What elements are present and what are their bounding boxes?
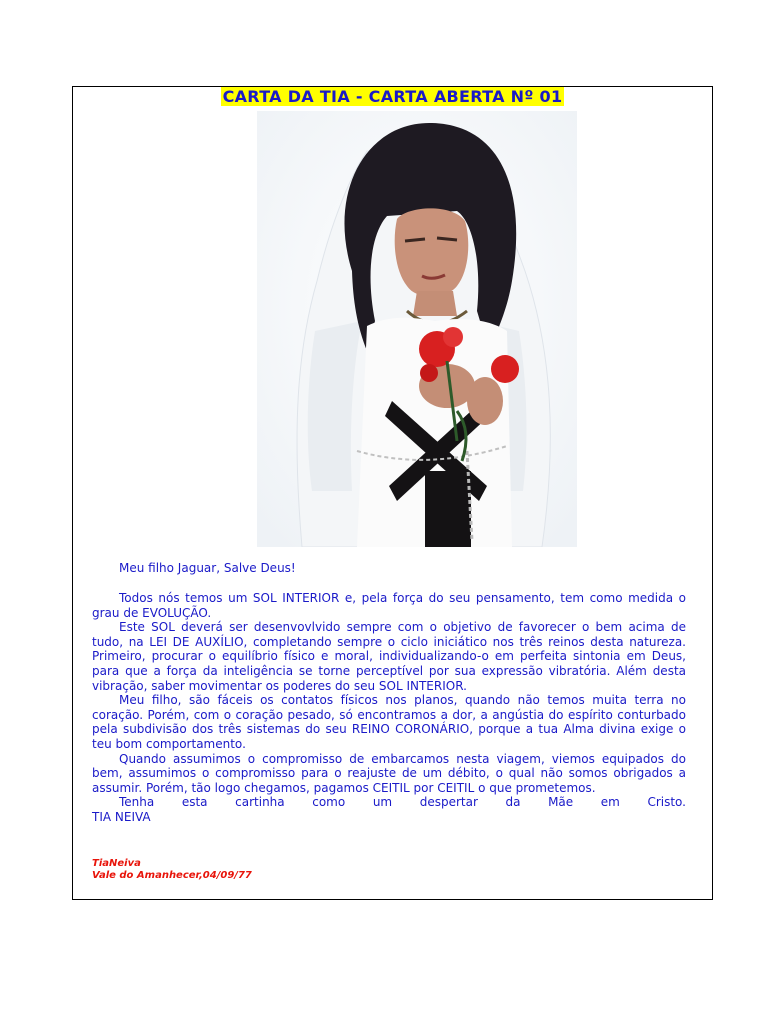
footer-place-date: Vale do Amanhecer,04/09/77 xyxy=(92,870,252,881)
portrait-photo xyxy=(257,111,577,547)
paragraph: Quando assumimos o compromisso de embarcamos nesta viagem, viemos equipados do bem, assumimos o compromisso para o reajuste de um débito, o qual não somos obrigados a assumir. Porém, tão logo chegamos, pagamos CEITIL por CEITIL o que prometemos. xyxy=(92,751,686,795)
paragraph: Tenha esta cartinha como um despertar da Mãe em Cristo. xyxy=(119,795,686,810)
footer xyxy=(92,858,252,882)
paragraph: Todos nós temos um SOL INTERIOR e, pela força do seu pensamento, tem como medida o grau de EVOLUÇÃO. xyxy=(92,591,686,620)
signature: TIA NEIVA xyxy=(92,809,151,824)
footer-name: TiaNeiva xyxy=(92,858,141,869)
paragraph: Meu filho, são fáceis os contatos físicos nos planos, quando não temos muita terra no coração. Porém, com o coração pesado, só encontramos a dor, a angústia do espírito conturbado pela subdivisão dos três sistemas do seu REINO CORONÁRIO, porque a tua Alma divina exige o teu bom comportamento. xyxy=(92,693,686,751)
letter-frame xyxy=(72,86,713,900)
letter-body xyxy=(92,591,686,825)
paragraph: Este SOL deverá ser desenvovlvido sempre com o objetivo de favorecer o bem acima de tudo, na LEI DE AUXÍLIO, completando sempre o ciclo iniciático nos três reinos desta natureza. Primeiro, procurar o equilíbrio físico e moral, individualizando-o em perfeita sintonia em Deus, para que a força da inteligência se torne perceptível por sua expressão vibratória. Além desta vibração, saber movimentar os poderes do seu SOL INTERIOR. xyxy=(92,620,686,693)
letter-title-text: CARTA DA TIA - CARTA ABERTA Nº 01 xyxy=(222,87,563,106)
letter-title xyxy=(73,87,712,106)
greeting: Meu filho Jaguar, Salve Deus! xyxy=(119,561,296,575)
